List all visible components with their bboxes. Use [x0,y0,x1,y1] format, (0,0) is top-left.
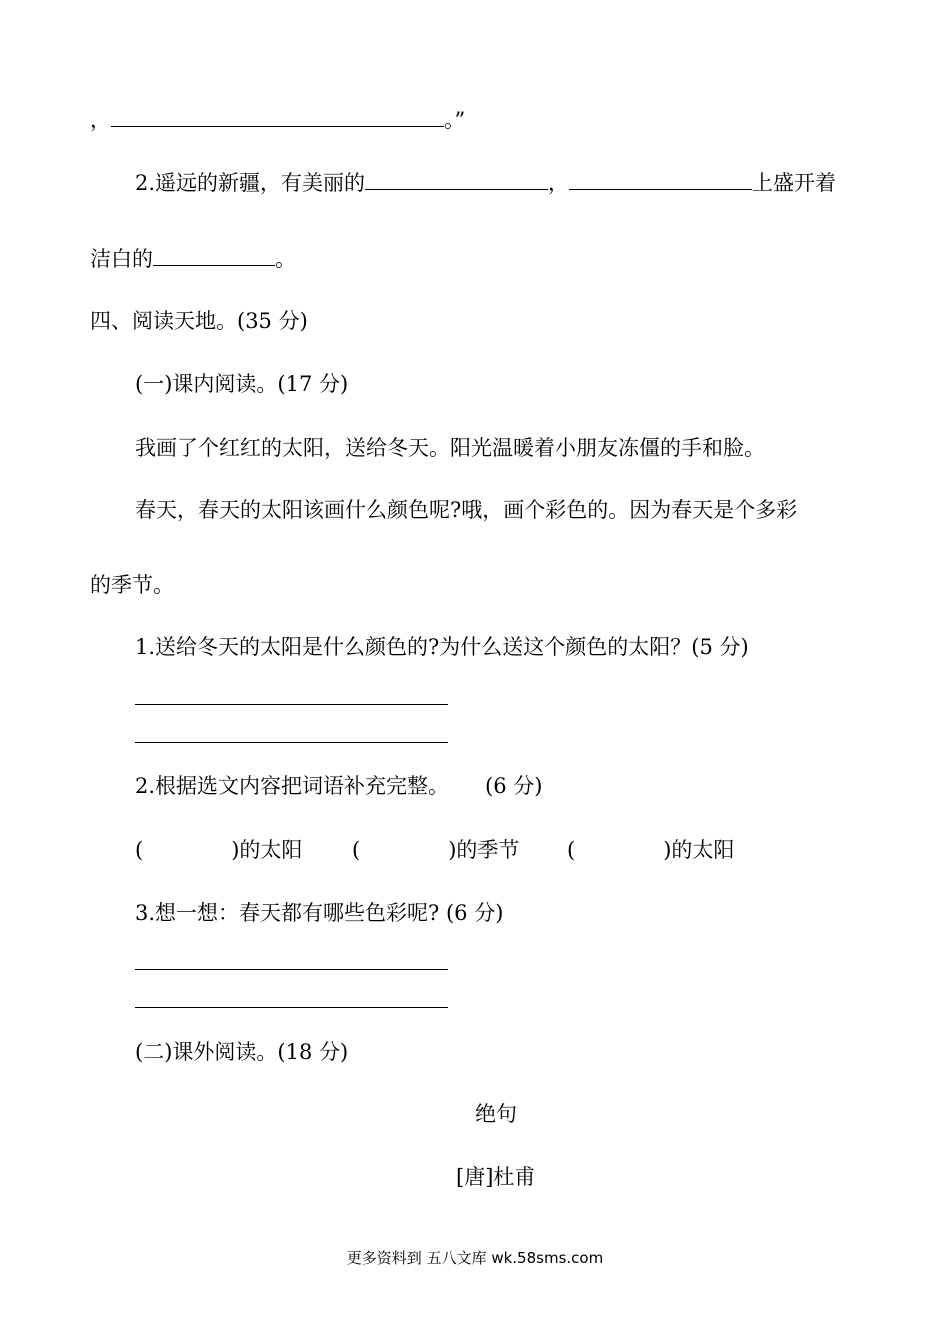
poem-author: [唐]杜甫 [456,1165,536,1189]
fill-item-label: )的太阳 [231,838,303,862]
open-paren: ( [352,838,361,862]
fill-blank[interactable] [111,125,444,127]
fill-blank[interactable] [153,264,275,266]
answer-line[interactable] [135,969,448,970]
passage-paragraph-1: 我画了个红红的太阳，送给冬天。阳光温暖着小朋友冻僵的手和脸。 [135,436,765,460]
passage-paragraph-2: 春天，春天的太阳该画什么颜色呢?哦，画个彩色的。因为春天是个多彩 [135,498,798,522]
period: 。 [275,247,296,271]
answer-line[interactable] [135,1007,448,1008]
fill-blank[interactable] [365,188,548,190]
question-2 [135,776,542,797]
fill-item-1 [135,840,302,861]
answer-line-1 [90,110,465,131]
open-paren: ( [135,838,144,862]
question-2-start: 2.遥远的新疆，有美丽的 [135,171,366,195]
poem-title: 绝句 [475,1102,517,1126]
question-2-text: 2.根据选文内容把词语补充完整。 [135,774,450,798]
comma-prefix: ， [90,108,111,132]
question-2-cont-line [90,249,296,270]
line-end-punct: 。” [444,108,466,132]
fill-item-label: )的季节 [448,838,520,862]
question-2-line [135,173,836,194]
question-1: 1.送给冬天的太阳是什么颜色的?为什么送这个颜色的太阳？(5 分) [135,635,749,659]
fill-item-label: )的太阳 [663,838,735,862]
section-heading: 四、阅读天地。(35 分) [90,309,308,333]
comma: ， [548,171,570,195]
question-2-score: (6 分) [485,774,543,798]
question-2-end: 上盛开着 [752,171,837,195]
fill-blank[interactable] [569,188,752,190]
fill-item-2 [352,840,519,861]
footer-watermark: 更多资料到 五八文库 wk.58sms.com [346,1249,604,1267]
question-3: 3.想一想：春天都有哪些色彩呢? (6 分) [135,901,504,925]
answer-line[interactable] [135,704,448,705]
open-paren: ( [567,838,576,862]
passage-paragraph-2-cont: 的季节。 [90,573,174,597]
part-2-heading: (二)课外阅读。(18 分) [135,1040,349,1064]
part-1-heading: (一)课内阅读。(17 分) [135,372,349,396]
question-2-cont-start: 洁白的 [90,247,153,271]
fill-item-3 [567,840,734,861]
answer-line[interactable] [135,742,448,743]
